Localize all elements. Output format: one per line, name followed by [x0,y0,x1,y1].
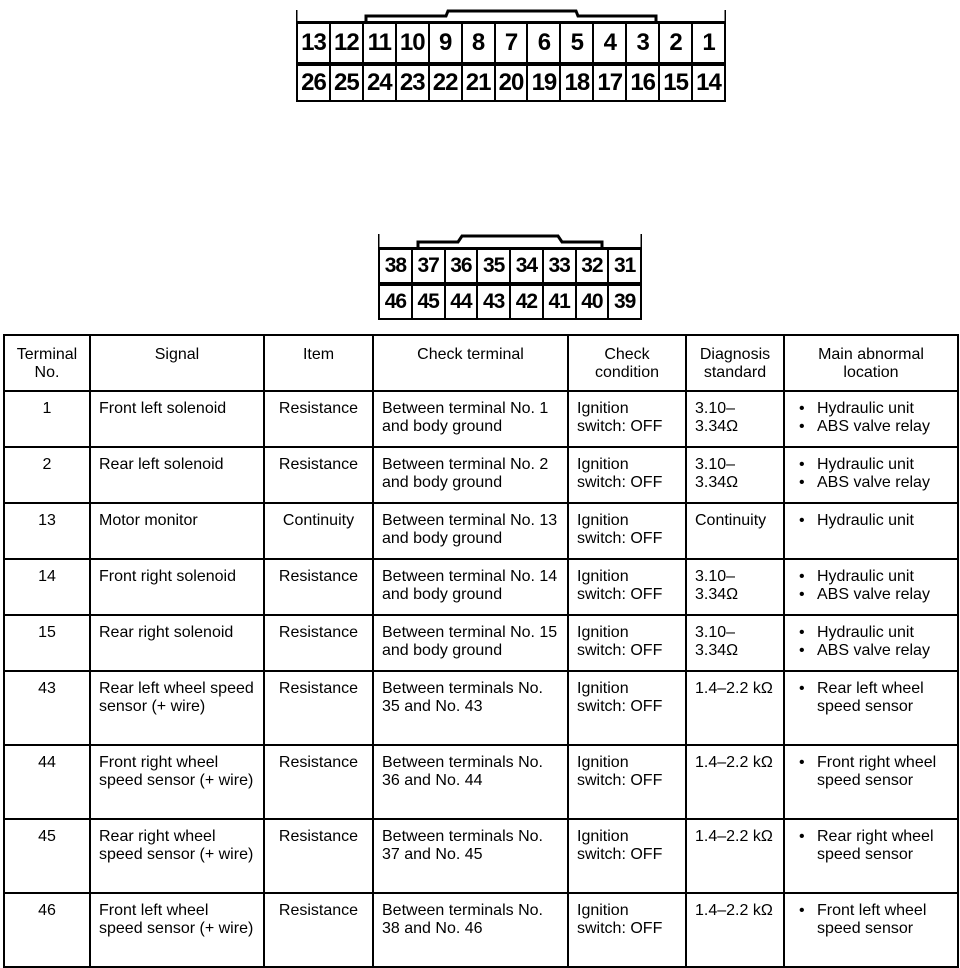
cell-diagnosis-standard: 1.4–2.2 kΩ [686,893,784,967]
table-row [4,893,958,967]
cell-signal: Rear right wheel speed sensor (+ wire) [90,819,264,893]
location-item: • Front right wheel speed sensor [793,754,949,790]
cell-terminal: 15 [4,615,90,671]
cell-diagnosis-standard: 1.4–2.2 kΩ [686,819,784,893]
cell-diagnosis-standard: Continuity [686,503,784,559]
cell-item: Resistance [264,615,373,671]
pin-40: 40 [575,284,608,320]
pin-34: 34 [509,248,542,284]
pin-21: 21 [461,64,494,102]
cell-check-terminal: Between terminal No. 1 and body ground [373,391,568,447]
col-header-signal: Signal [90,335,264,391]
cell-abnormal-location [784,893,958,967]
pin-25: 25 [329,64,362,102]
pin-36: 36 [444,248,477,284]
cell-item: Resistance [264,447,373,503]
cell-item: Resistance [264,745,373,819]
col-header-check-terminal: Check terminal [373,335,568,391]
cell-check-condition: Ignition switch: OFF [568,819,686,893]
cell-check-terminal: Between terminal No. 15 and body ground [373,615,568,671]
pin-45: 45 [411,284,444,320]
location-item: • ABS valve relay [793,418,949,436]
cell-check-condition: Ignition switch: OFF [568,503,686,559]
table-row [4,671,958,745]
cell-diagnosis-standard: 1.4–2.2 kΩ [686,671,784,745]
cell-check-condition: Ignition switch: OFF [568,615,686,671]
cell-terminal: 44 [4,745,90,819]
cell-abnormal-location [784,671,958,745]
col-header-diagnosis-standard: Diagnosis standard [686,335,784,391]
connector-26-pin [296,4,726,100]
cell-terminal: 1 [4,391,90,447]
pin-18: 18 [559,64,592,102]
cell-signal: Front left wheel speed sensor (+ wire) [90,893,264,967]
pin-16: 16 [625,64,658,102]
pin-42: 42 [509,284,542,320]
cell-check-condition: Ignition switch: OFF [568,559,686,615]
cell-signal: Rear left solenoid [90,447,264,503]
cell-item: Resistance [264,391,373,447]
pin-10: 10 [395,22,428,64]
pin-26: 26 [296,64,329,102]
pin-1: 1 [691,22,726,64]
pin-33: 33 [542,248,575,284]
cell-check-terminal: Between terminal No. 2 and body ground [373,447,568,503]
cell-diagnosis-standard: 3.10–3.34Ω [686,447,784,503]
col-header-check-condition: Check condition [568,335,686,391]
cell-check-terminal: Between terminals No. 38 and No. 46 [373,893,568,967]
pin-24: 24 [362,64,395,102]
col-header-terminal: Terminal No. [4,335,90,391]
cell-diagnosis-standard: 3.10–3.34Ω [686,559,784,615]
cell-signal: Rear right solenoid [90,615,264,671]
cell-signal: Motor monitor [90,503,264,559]
cell-abnormal-location [784,615,958,671]
connector-16-pin [378,230,642,322]
table-header-row [4,335,958,391]
cell-item: Resistance [264,819,373,893]
table-row [4,391,958,447]
pin-7: 7 [494,22,527,64]
location-item: • Rear left wheel speed sensor [793,680,949,716]
connector-a-bottom-row [296,64,726,102]
cell-terminal: 2 [4,447,90,503]
location-item: • ABS valve relay [793,642,949,660]
cell-terminal: 46 [4,893,90,967]
pin-44: 44 [444,284,477,320]
cell-terminal: 43 [4,671,90,745]
cell-abnormal-location [784,391,958,447]
location-item: • Hydraulic unit [793,400,949,418]
cell-signal: Front right solenoid [90,559,264,615]
table-row [4,503,958,559]
location-item: • ABS valve relay [793,474,949,492]
cell-check-condition: Ignition switch: OFF [568,447,686,503]
cell-check-condition: Ignition switch: OFF [568,671,686,745]
table-row [4,819,958,893]
cell-abnormal-location [784,819,958,893]
cell-check-terminal: Between terminals No. 37 and No. 45 [373,819,568,893]
pin-8: 8 [461,22,494,64]
location-item: • Hydraulic unit [793,568,949,586]
cell-item: Resistance [264,893,373,967]
connector-b-top-row [378,248,642,284]
cell-item: Continuity [264,503,373,559]
cell-terminal: 45 [4,819,90,893]
pin-43: 43 [476,284,509,320]
pin-15: 15 [658,64,691,102]
cell-abnormal-location [784,559,958,615]
location-item: • Hydraulic unit [793,456,949,474]
cell-check-terminal: Between terminals No. 36 and No. 44 [373,745,568,819]
pin-3: 3 [625,22,658,64]
pin-46: 46 [378,284,411,320]
pin-22: 22 [428,64,461,102]
pin-35: 35 [476,248,509,284]
cell-diagnosis-standard: 1.4–2.2 kΩ [686,745,784,819]
location-item: • Hydraulic unit [793,512,949,530]
table-row [4,615,958,671]
pin-13: 13 [296,22,329,64]
pin-32: 32 [575,248,608,284]
cell-check-terminal: Between terminal No. 14 and body ground [373,559,568,615]
pin-11: 11 [362,22,395,64]
diagnosis-table [3,334,959,968]
col-header-abnormal-location: Main abnormal location [784,335,958,391]
cell-signal: Front right wheel speed sensor (+ wire) [90,745,264,819]
cell-diagnosis-standard: 3.10–3.34Ω [686,391,784,447]
pin-9: 9 [428,22,461,64]
pin-2: 2 [658,22,691,64]
cell-check-terminal: Between terminals No. 35 and No. 43 [373,671,568,745]
pin-4: 4 [592,22,625,64]
location-item: • Front left wheel speed sensor [793,902,949,938]
pin-37: 37 [411,248,444,284]
pin-14: 14 [691,64,726,102]
pin-20: 20 [494,64,527,102]
connector-b-bottom-row [378,284,642,320]
cell-check-condition: Ignition switch: OFF [568,745,686,819]
cell-abnormal-location [784,447,958,503]
cell-abnormal-location [784,503,958,559]
pin-6: 6 [526,22,559,64]
col-header-item: Item [264,335,373,391]
pin-41: 41 [542,284,575,320]
cell-terminal: 13 [4,503,90,559]
location-item: • ABS valve relay [793,586,949,604]
cell-signal: Rear left wheel speed sensor (+ wire) [90,671,264,745]
cell-abnormal-location [784,745,958,819]
cell-check-terminal: Between terminal No. 13 and body ground [373,503,568,559]
pin-12: 12 [329,22,362,64]
cell-diagnosis-standard: 3.10–3.34Ω [686,615,784,671]
cell-item: Resistance [264,671,373,745]
cell-check-condition: Ignition switch: OFF [568,893,686,967]
pin-31: 31 [607,248,642,284]
cell-terminal: 14 [4,559,90,615]
table-row [4,559,958,615]
cell-check-condition: Ignition switch: OFF [568,391,686,447]
cell-item: Resistance [264,559,373,615]
pin-39: 39 [607,284,642,320]
pin-17: 17 [592,64,625,102]
pin-23: 23 [395,64,428,102]
cell-signal: Front left solenoid [90,391,264,447]
table-row [4,447,958,503]
table-body [4,391,958,967]
location-item: • Rear right wheel speed sensor [793,828,949,864]
connector-a-top-row [296,22,726,64]
table-row [4,745,958,819]
pin-19: 19 [526,64,559,102]
location-item: • Hydraulic unit [793,624,949,642]
pin-5: 5 [559,22,592,64]
pin-38: 38 [378,248,411,284]
